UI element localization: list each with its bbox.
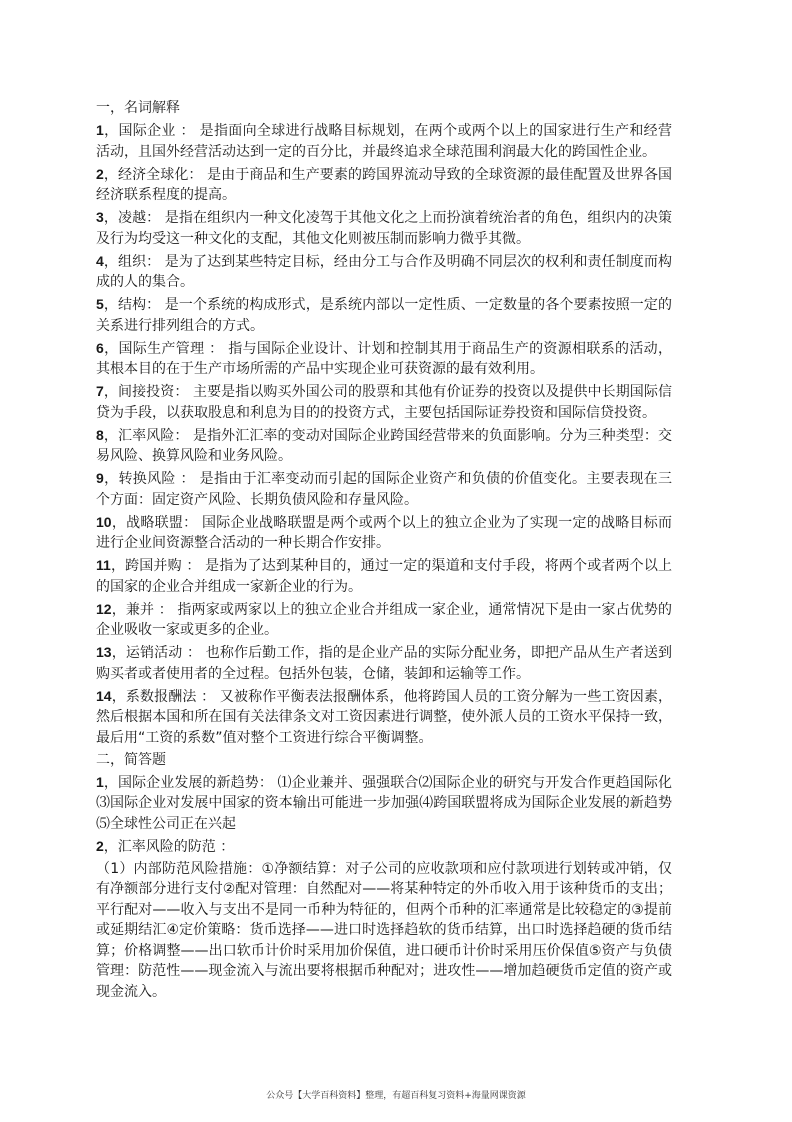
term-item-4 bbox=[96, 251, 672, 293]
term-item-3 bbox=[96, 207, 672, 249]
item-number: 8 bbox=[96, 426, 104, 443]
item-number: 14 bbox=[96, 687, 112, 704]
item-text: ，转换风险 ： 是指由于汇率变动而引起的国际企业资产和负债的价值变化。主要表现在三个方面：固定资产风险、长期负债风险和存量风险。 bbox=[96, 471, 672, 508]
item-number: 3 bbox=[96, 209, 104, 225]
item-text: ，战略联盟： 国际企业战略联盟是两个或两个以上的独立企业为了实现一定的战略目标而进行企业间资源整合活动的一种长期合作安排。 bbox=[96, 514, 672, 551]
item-number: 7 bbox=[96, 383, 104, 399]
answer-detail-paragraph: （1）内部防范风险措施：①净额结算：对子公司的应收款项和应付款项进行划转或冲销，仅有净额部分进行支付②配对管理：自然配对——将某种特定的外币收入用于该种货币的支出；平行配对——收入与支出不是同一币种为特征的，但两个币种的汇率通常是比较稳定的③提前或延期结汇④定价策略：货币选择——进口时选择趋软的货币结算，出口时选择趋硬的货币结算；价格调整——出口软币计价时采用加价保值，进口硬币计价时采用压价保值⑤资产与负债管理：防范性——现金流入与流出要将根据币种配对；进攻性——增加趋硬货币定值的资产或现金流入。 bbox=[96, 860, 672, 1000]
term-item-1 bbox=[96, 120, 672, 162]
term-item-11 bbox=[96, 555, 672, 597]
section-heading-short-answer: 二，简答题 bbox=[96, 751, 166, 768]
term-item-14 bbox=[96, 686, 672, 749]
item-text: ，汇率风险的防范 ： bbox=[103, 838, 235, 855]
item-text: ，国际生产管理 ： 指与国际企业设计、计划和控制其用于商品生产的资源相联系的活动，其根本目的在于生产市场所需的产品中实现企业可获资源的最有效利用。 bbox=[96, 340, 672, 377]
item-number: 1 bbox=[96, 773, 104, 790]
page-footer: 公众号【大学百科资料】整理，有超百科复习资料+海量网课资源 bbox=[266, 1091, 526, 1101]
term-item-10 bbox=[96, 512, 672, 554]
item-number: 13 bbox=[96, 644, 112, 660]
term-item-8 bbox=[96, 425, 672, 467]
item-text: ，间接投资： 主要是指以购买外国公司的股票和其他有价证券的投资以及提供中长期国际信贷为手段，以获取股息和利息为目的的投资方式，主要包括国际证券投资和国际信贷投资。 bbox=[96, 384, 672, 421]
item-text: ，兼并 ： 指两家或两家以上的独立企业合并组成一家企业，通常情况下是由一家占优势的企业吸收一家或更多的企业。 bbox=[96, 601, 672, 638]
item-text: ，组织： 是为了达到某些特定目标，经由分工与合作及明确不同层次的权利和责任制度而构成的人的集合。 bbox=[96, 253, 672, 290]
item-number: 11 bbox=[96, 557, 111, 573]
item-number: 12 bbox=[96, 600, 112, 617]
item-text: ，跨国并购 ： 是指为了达到某种目的，通过一定的渠道和支付手段，将两个或者两个以上的国家的企业合并组成一家新企业的行为。 bbox=[96, 558, 672, 595]
section-heading-terms: 一，名词解释 bbox=[96, 100, 180, 116]
answer-item-2 bbox=[96, 836, 672, 858]
item-text: ，国际企业发展的新趋势： ⑴企业兼并、强强联合⑵国际企业的研究与开发合作更趋国际化⑶国际企业对发展中国家的资本输出可能进一步加强⑷跨国联盟将成为国际企业发展的新趋势⑸全球性公司正在兴起 bbox=[96, 774, 672, 832]
term-item-2 bbox=[96, 164, 672, 206]
item-text: ，系数报酬法 ： 又被称作平衡表法报酬体系，他将跨国人员的工资分解为一些工资因素，然后根据本国和所在国有关法律条文对工资因素进行调整，使外派人员的工资水平保持一致，最后用“工资的系数”值对整个工资进行综合平衡调整。 bbox=[96, 688, 672, 746]
answer-item-1 bbox=[96, 772, 672, 835]
term-item-6 bbox=[96, 338, 672, 380]
item-text: ，经济全球化： 是由于商品和生产要素的跨国界流动导致的全球资源的最佳配置及世界各国经济联系程度的提高。 bbox=[96, 166, 672, 203]
term-item-7 bbox=[96, 381, 672, 423]
item-number: 6 bbox=[96, 339, 104, 356]
item-number: 2 bbox=[96, 837, 104, 854]
item-number: 2 bbox=[96, 165, 104, 182]
term-item-9 bbox=[96, 468, 672, 510]
item-text: ，结构： 是一个系统的构成形式，是系统内部以一定性质、一定数量的各个要素按照一定的关系进行排列组合的方式。 bbox=[96, 297, 672, 334]
item-number: 9 bbox=[96, 470, 104, 486]
item-text: ，凌越： 是指在组织内一种文化凌驾于其他文化之上而扮演着统治者的角色，组织内的决策及行为均受这一种文化的支配，其他文化则被压制而影响力微乎其微。 bbox=[96, 210, 672, 247]
item-text: ，汇率风险： 是指外汇汇率的变动对国际企业跨国经营带来的负面影响。分为三种类型：交易风险、换算风险和业务风险。 bbox=[96, 427, 672, 464]
item-number: 4 bbox=[96, 252, 104, 269]
item-number: 10 bbox=[96, 513, 112, 530]
item-number: 1 bbox=[96, 122, 104, 138]
item-number: 5 bbox=[96, 296, 104, 312]
item-text: ，运销活动 ： 也称作后勤工作，指的是企业产品的实际分配业务，即把产品从生产者送到购买者或者使用者的全过程。包括外包装，仓储，装卸和运输等工作。 bbox=[96, 645, 672, 682]
document-body bbox=[96, 98, 672, 1004]
term-item-13 bbox=[96, 642, 672, 684]
item-text: ，国际企业 ： 是指面向全球进行战略目标规划，在两个或两个以上的国家进行生产和经营活动，且国外经营活动达到一定的百分比，并最终追求全球范围利润最大化的跨国性企业。 bbox=[96, 123, 672, 160]
term-item-5 bbox=[96, 294, 672, 336]
term-item-12 bbox=[96, 599, 672, 641]
